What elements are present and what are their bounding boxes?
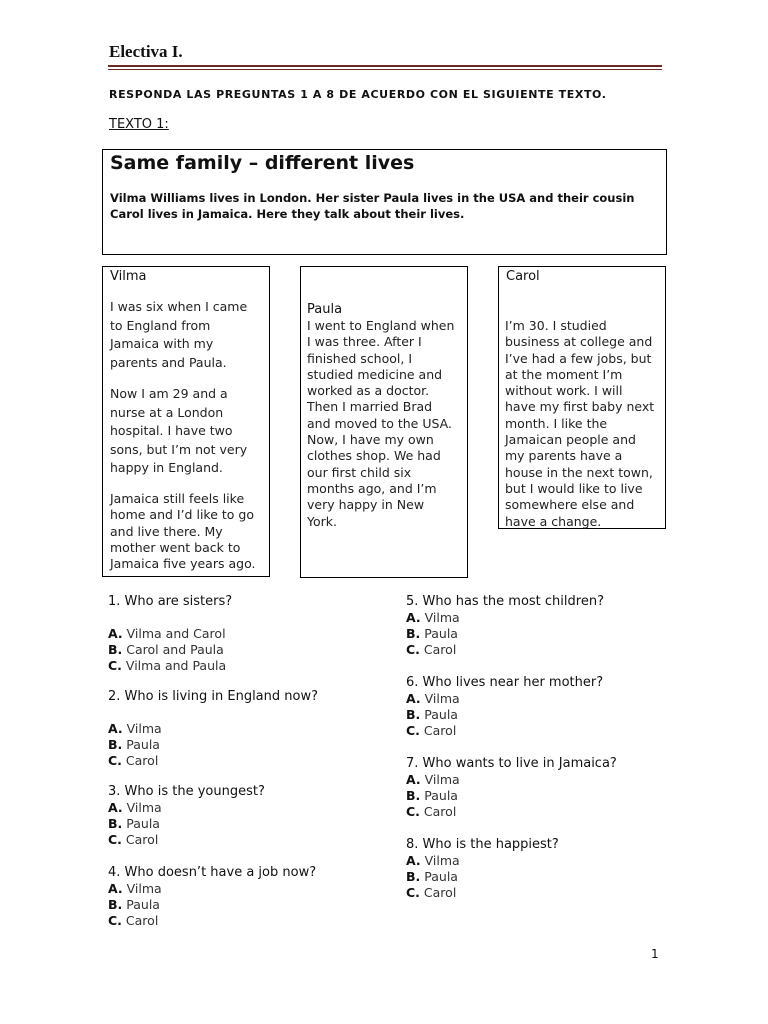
question-4-option-a[interactable]: A. Vilma xyxy=(108,881,162,896)
question-3-option-b[interactable]: B. Paula xyxy=(108,816,160,831)
carol-paragraph xyxy=(505,318,654,530)
text-line: I went to England when xyxy=(307,318,455,333)
text-line: business at college and xyxy=(505,334,653,350)
carol-name: Carol xyxy=(506,269,540,284)
carol-box xyxy=(498,266,666,529)
text-line: our first child six xyxy=(307,464,412,480)
text-line: Then I married Brad xyxy=(307,399,433,415)
text-line: have my first baby next xyxy=(505,399,655,415)
question-1-option-c[interactable]: C. Vilma and Paula xyxy=(108,658,227,673)
text-line: and moved to the USA. xyxy=(307,415,452,431)
vilma-paragraph-1 xyxy=(110,298,247,372)
text-line: Jamaica still feels like xyxy=(110,491,245,506)
question-8-option-a[interactable]: A. Vilma xyxy=(406,853,460,868)
text-line: I’ve had a few jobs, but xyxy=(505,350,652,366)
text-line: mother went back to xyxy=(110,539,241,555)
text-line: I’m 30. I studied xyxy=(505,318,607,333)
text-line: clothes shop. We had xyxy=(307,448,441,464)
header-rule xyxy=(108,65,662,67)
document-title: Electiva I. xyxy=(109,42,183,61)
question-6-option-c[interactable]: C. Carol xyxy=(406,723,457,738)
text-line: hospital. I have two xyxy=(110,423,233,438)
question-5-title: 5. Who has the most children? xyxy=(406,594,604,609)
text-line: studied medicine and xyxy=(307,366,443,382)
text-line: month. I like the xyxy=(505,415,608,431)
question-1-option-b[interactable]: B. Carol and Paula xyxy=(108,642,224,657)
text-line: I was six when I came xyxy=(110,299,248,314)
vilma-box xyxy=(102,266,270,577)
question-8-option-b[interactable]: B. Paula xyxy=(406,869,458,884)
text-line: somewhere else and xyxy=(505,497,635,513)
vilma-paragraph-2 xyxy=(110,385,247,478)
text-line: my parents have a xyxy=(505,448,623,464)
text-line: but I would like to live xyxy=(505,480,643,496)
intro-line: Carol lives in Jamaica. Here they talk about their lives. xyxy=(110,207,465,221)
text-line: and live there. My xyxy=(110,523,223,539)
question-4-option-b[interactable]: B. Paula xyxy=(108,897,160,912)
paula-box xyxy=(300,266,468,578)
intro-line: Vilma Williams lives in London. Her sister Paula lives in the USA and their cousin xyxy=(110,191,635,205)
text-line: Jamaica with my xyxy=(110,336,214,351)
text-line: very happy in New xyxy=(307,497,425,513)
text-line: happy in England. xyxy=(110,460,223,475)
header-rule-thin xyxy=(108,69,662,70)
text-line: at the moment I’m xyxy=(505,366,623,382)
text-line: finished school, I xyxy=(307,350,413,366)
text-line: nurse at a London xyxy=(110,404,224,420)
passage-title: Same family – different lives xyxy=(110,152,415,174)
instructions: RESPONDA LAS PREGUNTAS 1 A 8 DE ACUERDO CON EL SIGUIENTE TEXTO. xyxy=(109,88,607,101)
vilma-paragraph-3 xyxy=(110,491,255,572)
texto-label: TEXTO 1: xyxy=(109,117,169,132)
paula-name: Paula xyxy=(307,302,343,317)
question-3-option-a[interactable]: A. Vilma xyxy=(108,800,162,815)
question-1-option-a[interactable]: A. Vilma and Carol xyxy=(108,626,226,641)
text-line: Now I am 29 and a xyxy=(110,386,228,401)
question-2-option-b[interactable]: B. Paula xyxy=(108,737,160,752)
question-8-title: 8. Who is the happiest? xyxy=(406,837,559,852)
question-2-option-a[interactable]: A. Vilma xyxy=(108,721,162,736)
question-7-title: 7. Who wants to live in Jamaica? xyxy=(406,756,617,771)
text-line: parents and Paula. xyxy=(110,354,227,370)
text-line: without work. I will xyxy=(505,383,623,399)
text-line: Now, I have my own xyxy=(307,432,434,448)
page-number: 1 xyxy=(651,947,659,961)
question-6-option-a[interactable]: A. Vilma xyxy=(406,691,460,706)
text-line: home and I’d like to go xyxy=(110,507,254,523)
question-5-option-a[interactable]: A. Vilma xyxy=(406,610,460,625)
text-line: York. xyxy=(307,513,337,529)
question-4-title: 4. Who doesn’t have a job now? xyxy=(108,865,317,880)
text-line: house in the next town, xyxy=(505,464,653,480)
question-4-option-c[interactable]: C. Carol xyxy=(108,913,159,928)
question-7-option-b[interactable]: B. Paula xyxy=(406,788,458,803)
question-5-option-c[interactable]: C. Carol xyxy=(406,642,457,657)
text-line: sons, but I’m not very xyxy=(110,441,248,457)
text-line: Jamaica five years ago. xyxy=(110,556,256,572)
question-1-title: 1. Who are sisters? xyxy=(108,594,233,609)
text-line: Jamaican people and xyxy=(505,432,636,448)
vilma-name: Vilma xyxy=(110,269,147,284)
question-2-title: 2. Who is living in England now? xyxy=(108,689,318,704)
passage-box xyxy=(102,149,667,255)
question-3-option-c[interactable]: C. Carol xyxy=(108,832,159,847)
text-line: have a change. xyxy=(505,513,602,529)
paula-paragraph xyxy=(307,318,454,530)
question-6-title: 6. Who lives near her mother? xyxy=(406,675,604,690)
text-line: I was three. After I xyxy=(307,334,422,350)
question-7-option-c[interactable]: C. Carol xyxy=(406,804,457,819)
text-line: months ago, and I’m xyxy=(307,480,437,496)
question-2-option-c[interactable]: C. Carol xyxy=(108,753,159,768)
text-line: worked as a doctor. xyxy=(307,383,430,399)
question-6-option-b[interactable]: B. Paula xyxy=(406,707,458,722)
question-7-option-a[interactable]: A. Vilma xyxy=(406,772,460,787)
question-8-option-c[interactable]: C. Carol xyxy=(406,885,457,900)
question-5-option-b[interactable]: B. Paula xyxy=(406,626,458,641)
text-line: to England from xyxy=(110,317,211,333)
passage-intro xyxy=(110,190,650,222)
question-3-title: 3. Who is the youngest? xyxy=(108,784,265,799)
